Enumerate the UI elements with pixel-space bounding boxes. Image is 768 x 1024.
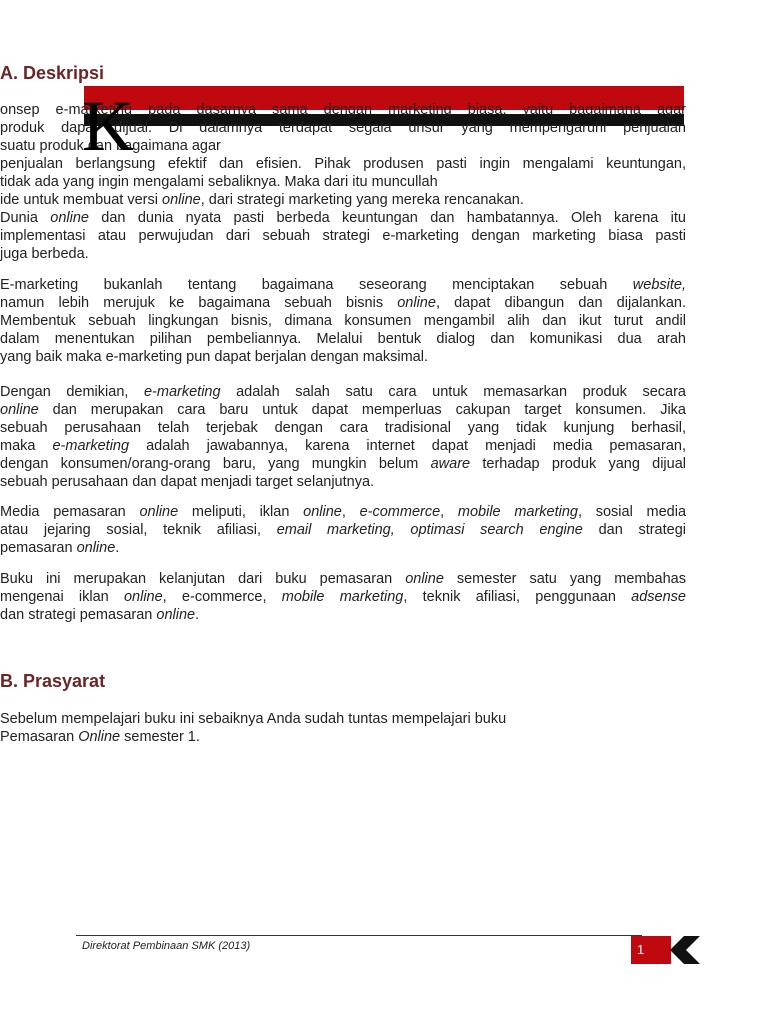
text-run: , dari strategi marketing yang mereka rencanakan. <box>200 192 524 208</box>
text-run: . <box>195 607 200 623</box>
text-run-italic: online <box>303 504 342 520</box>
paragraph-4 <box>0 503 686 557</box>
p3-line-5 <box>0 455 686 473</box>
text-run: maka <box>0 438 53 454</box>
text-run-italic: e-marketing <box>143 384 221 400</box>
pb-line-1: Sebelum mempelajari buku ini sebaiknya Anda sudah tuntas mempelajari buku <box>0 711 507 727</box>
text-run: dan dunia nyata pasti berbeda keuntungan dan hambatannya. Oleh karena itu <box>88 210 686 226</box>
section-b-title: B. Prasyarat <box>0 671 106 691</box>
footer-publisher: Direktorat Pembinaan SMK (2013) <box>82 940 251 952</box>
text-run-italic: online <box>405 571 444 587</box>
text-run: . <box>115 540 120 556</box>
drop-cap-letter: K <box>82 86 134 166</box>
text-run: meliputi, iklan <box>178 504 304 520</box>
p1-line-5: tidak ada yang ingin mengalami sebaliknya. Maka dari itu muncullah <box>0 174 438 190</box>
p2-line-4: dalam menentukan pilihan pembeliannya. Melalui bentuk dialog dan komunikasi dua arah <box>0 331 686 347</box>
text-run: , <box>341 504 360 520</box>
text-run: terhadap produk yang dijual <box>470 456 686 472</box>
text-run: , sosial media <box>578 504 687 520</box>
text-run: ide untuk membuat versi <box>0 192 162 208</box>
text-run: dan merupakan cara baru untuk dapat memperluas cakupan target konsumen. Jika <box>38 402 686 418</box>
p1-line-9: juga berbeda. <box>0 246 89 262</box>
p1-line-7 <box>0 209 686 227</box>
paragraph-5 <box>0 570 686 624</box>
p3-line-3: sebuah perusahaan telah terjebak dengan cara tradisional yang tidak kunjung berhasil, <box>0 420 686 436</box>
text-run-italic: adsense <box>631 589 686 605</box>
text-run-italic: online <box>156 607 196 623</box>
text-run: atau jejaring sosial, teknik afiliasi, <box>0 522 277 538</box>
text-run-italic: mobile marketing <box>281 589 404 605</box>
paragraph-3 <box>0 383 686 491</box>
text-run: Dunia <box>0 210 51 226</box>
p1-line-2: produk dapat dijual. Di dalamnya terdapat segala unsur yang mempengaruhi penjualan <box>0 120 686 136</box>
text-run-italic: website, <box>632 277 686 293</box>
text-run-italic: online <box>76 540 116 556</box>
paragraph-prasyarat <box>0 710 600 746</box>
text-run: , dapat dibangun dan dijalankan. <box>435 295 687 311</box>
p1-line-4: penjualan berlangsung efektif dan efisien. Pihak produsen pasti ingin mengalami keuntungan, <box>0 156 686 172</box>
text-run: Buku ini merupakan kelanjutan dari buku pemasaran <box>0 571 406 587</box>
section-a-title: A. Deskripsi <box>0 63 105 83</box>
text-run: dan strategi pemasaran <box>0 607 157 623</box>
text-run: , <box>440 504 458 520</box>
text-run-italic: online <box>123 589 163 605</box>
page-number: 1 <box>637 942 645 957</box>
footer-rule <box>76 935 642 936</box>
p4-line-3 <box>0 539 686 557</box>
text-run: dengan konsumen/orang-orang baru, yang mungkin belum <box>0 456 431 472</box>
p4-line-2 <box>0 521 686 539</box>
text-run-italic: online <box>162 192 201 208</box>
p2-line-3: Membentuk sebuah lingkungan bisnis, dimana konsumen mengambil alih dan ikut turut andil <box>0 313 686 329</box>
p1-line-3: suatu produk dan bagaimana agar <box>0 138 221 154</box>
text-run: Media pemasaran <box>0 504 140 520</box>
text-run-italic: online <box>0 402 39 418</box>
text-run-italic: online <box>139 504 179 520</box>
text-run: semester 1. <box>120 729 200 745</box>
p3-line-4 <box>0 437 686 455</box>
text-run: namun lebih merujuk ke bagaimana sebuah bisnis <box>0 295 398 311</box>
p2-line-2 <box>0 294 686 312</box>
p3-line-6: sebuah perusahaan dan dapat menjadi target selanjutnya. <box>0 474 375 490</box>
p1-line-6 <box>0 191 686 209</box>
text-run-italic: e-marketing <box>52 438 130 454</box>
text-run: dan strategi <box>582 522 686 538</box>
text-run: E-marketing bukanlah tentang bagaimana seseorang menciptakan sebuah <box>0 277 633 293</box>
text-run: adalah jawabannya, karena internet dapat menjadi media pemasaran, <box>129 438 686 454</box>
p2-line-5: yang baik maka e-marketing pun dapat berjalan dengan maksimal. <box>0 349 428 365</box>
p5-line-1 <box>0 570 686 588</box>
text-run-italic: Online <box>78 729 121 745</box>
text-run: mengenai iklan <box>0 589 124 605</box>
p5-line-3 <box>0 606 686 624</box>
p4-line-1 <box>0 503 686 521</box>
text-run: , e-commerce, <box>162 589 282 605</box>
p3-line-2 <box>0 401 686 419</box>
text-run: pemasaran <box>0 540 77 556</box>
text-run-italic: online <box>50 210 89 226</box>
p5-line-2 <box>0 588 686 606</box>
text-run-italic: aware <box>430 456 471 472</box>
chevron-left-icon <box>664 936 700 964</box>
text-run-italic: email marketing, optimasi search engine <box>276 522 583 538</box>
p2-line-1 <box>0 276 686 294</box>
text-run: semester satu yang membahas <box>443 571 686 587</box>
p3-line-1 <box>0 383 686 401</box>
text-run: , teknik afiliasi, penggunaan <box>403 589 632 605</box>
text-run: adalah salah satu cara untuk memasarkan produk secara <box>220 384 686 400</box>
p1-line-8: implementasi atau perwujudan dari sebuah strategi e-marketing dengan marketing biasa pasti <box>0 228 686 244</box>
text-run-italic: online <box>397 295 436 311</box>
text-run-italic: e-commerce <box>359 504 441 520</box>
text-run-italic: mobile marketing <box>457 504 578 520</box>
paragraph-2 <box>0 276 686 366</box>
text-run: Dengan demikian, <box>0 384 144 400</box>
pb-line-2 <box>0 728 600 746</box>
text-run: Pemasaran <box>0 729 79 745</box>
p1-line-1: onsep e-marketing pada dasarnya sama dengan marketing biasa, yaitu bagaimana agar <box>0 102 686 118</box>
